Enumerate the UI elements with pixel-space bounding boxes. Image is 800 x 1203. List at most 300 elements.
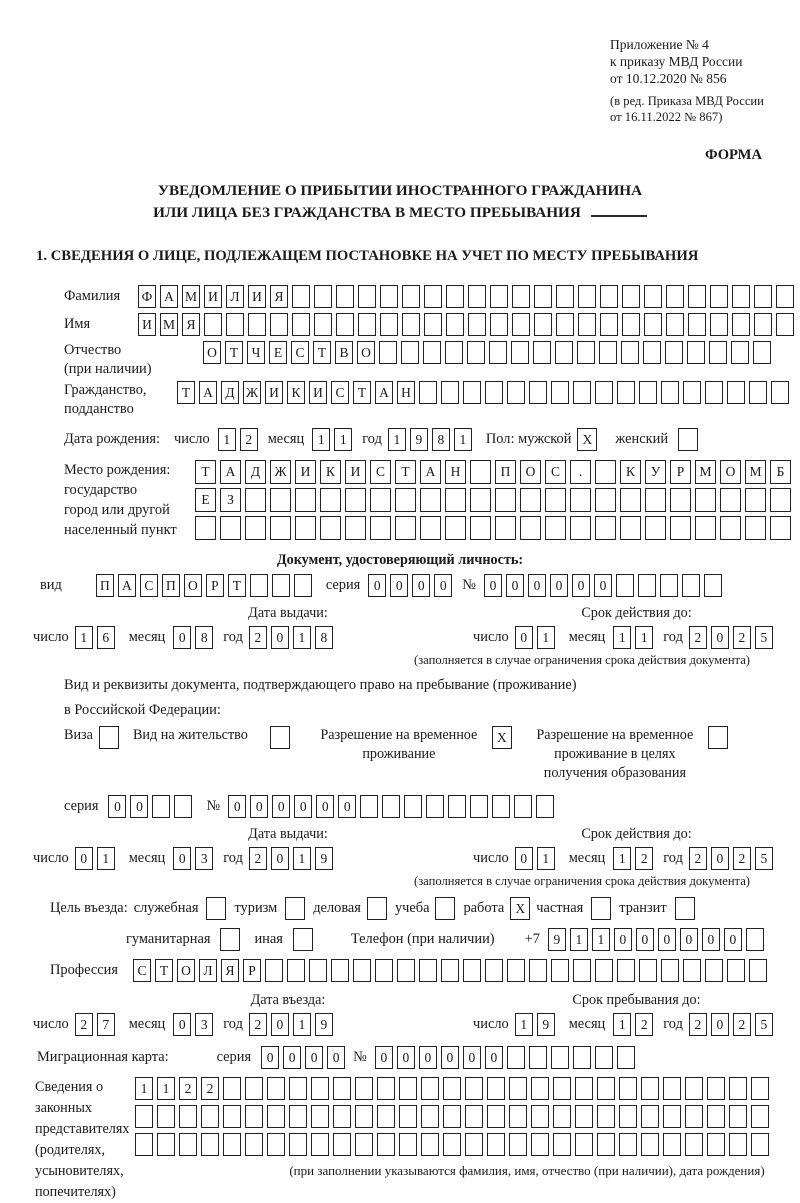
char-box[interactable] bbox=[423, 341, 441, 364]
char-box[interactable] bbox=[441, 381, 459, 404]
char-box[interactable]: 0 bbox=[515, 847, 533, 870]
char-box[interactable] bbox=[509, 1105, 527, 1128]
char-box[interactable] bbox=[495, 516, 516, 540]
char-box[interactable] bbox=[377, 1133, 395, 1156]
char-box[interactable] bbox=[720, 488, 741, 512]
char-box[interactable] bbox=[358, 313, 376, 336]
char-box[interactable] bbox=[99, 726, 119, 749]
char-box[interactable] bbox=[666, 313, 684, 336]
char-box[interactable] bbox=[424, 285, 442, 308]
char-box[interactable]: 0 bbox=[614, 928, 632, 951]
char-box[interactable]: 2 bbox=[240, 428, 258, 451]
char-box[interactable]: 0 bbox=[434, 574, 452, 597]
char-box[interactable] bbox=[639, 381, 657, 404]
char-box[interactable] bbox=[661, 381, 679, 404]
char-box[interactable]: В bbox=[335, 341, 353, 364]
char-box[interactable] bbox=[419, 959, 437, 982]
char-box[interactable] bbox=[195, 516, 216, 540]
char-box[interactable]: 0 bbox=[515, 626, 533, 649]
char-box[interactable] bbox=[311, 1077, 329, 1100]
char-box[interactable] bbox=[551, 381, 569, 404]
char-box[interactable] bbox=[420, 488, 441, 512]
char-box[interactable] bbox=[638, 574, 656, 597]
char-box[interactable]: 1 bbox=[613, 847, 631, 870]
char-box[interactable]: 1 bbox=[613, 1013, 631, 1036]
char-box[interactable]: Т bbox=[395, 460, 416, 484]
char-box[interactable]: К bbox=[320, 460, 341, 484]
char-box[interactable] bbox=[421, 1077, 439, 1100]
char-box[interactable]: С bbox=[370, 460, 391, 484]
char-box[interactable] bbox=[495, 488, 516, 512]
char-box[interactable]: Т bbox=[155, 959, 173, 982]
char-box[interactable] bbox=[597, 1133, 615, 1156]
char-box[interactable] bbox=[770, 516, 791, 540]
char-box[interactable] bbox=[370, 488, 391, 512]
char-box[interactable]: 0 bbox=[368, 574, 386, 597]
char-box[interactable] bbox=[727, 959, 745, 982]
char-box[interactable] bbox=[749, 381, 767, 404]
char-box[interactable] bbox=[289, 1105, 307, 1128]
char-box[interactable] bbox=[320, 488, 341, 512]
char-box[interactable] bbox=[753, 341, 771, 364]
char-box[interactable]: 1 bbox=[454, 428, 472, 451]
char-box[interactable] bbox=[599, 341, 617, 364]
char-box[interactable] bbox=[446, 313, 464, 336]
char-box[interactable] bbox=[707, 1077, 725, 1100]
char-box[interactable] bbox=[289, 1077, 307, 1100]
char-box[interactable]: 0 bbox=[594, 574, 612, 597]
char-box[interactable] bbox=[445, 488, 466, 512]
char-box[interactable] bbox=[223, 1105, 241, 1128]
char-box[interactable] bbox=[595, 959, 613, 982]
char-box[interactable] bbox=[553, 1133, 571, 1156]
char-box[interactable]: 0 bbox=[550, 574, 568, 597]
char-box[interactable] bbox=[314, 313, 332, 336]
char-box[interactable] bbox=[663, 1077, 681, 1100]
char-box[interactable] bbox=[270, 726, 290, 749]
char-box[interactable] bbox=[490, 313, 508, 336]
char-box[interactable]: 0 bbox=[327, 1046, 345, 1069]
char-box[interactable]: 1 bbox=[613, 626, 631, 649]
char-box[interactable]: 6 bbox=[97, 626, 115, 649]
char-box[interactable] bbox=[294, 574, 312, 597]
char-box[interactable] bbox=[641, 1077, 659, 1100]
char-box[interactable]: О bbox=[184, 574, 202, 597]
char-box[interactable]: 0 bbox=[390, 574, 408, 597]
char-box[interactable] bbox=[465, 1105, 483, 1128]
char-box[interactable]: 0 bbox=[711, 847, 729, 870]
char-box[interactable] bbox=[421, 1105, 439, 1128]
char-box[interactable]: 0 bbox=[250, 795, 268, 818]
char-box[interactable] bbox=[639, 959, 657, 982]
char-box[interactable]: М bbox=[182, 285, 200, 308]
char-box[interactable]: 0 bbox=[316, 795, 334, 818]
char-box[interactable] bbox=[617, 959, 635, 982]
char-box[interactable] bbox=[665, 341, 683, 364]
char-box[interactable]: 2 bbox=[689, 847, 707, 870]
char-box[interactable] bbox=[245, 1077, 263, 1100]
char-box[interactable]: Т bbox=[313, 341, 331, 364]
char-box[interactable] bbox=[545, 516, 566, 540]
char-box[interactable] bbox=[270, 313, 288, 336]
char-box[interactable] bbox=[333, 1133, 351, 1156]
char-box[interactable] bbox=[575, 1077, 593, 1100]
char-box[interactable] bbox=[729, 1077, 747, 1100]
char-box[interactable] bbox=[704, 574, 722, 597]
char-box[interactable] bbox=[595, 516, 616, 540]
char-box[interactable]: 2 bbox=[733, 847, 751, 870]
char-box[interactable]: 3 bbox=[195, 1013, 213, 1036]
char-box[interactable] bbox=[645, 488, 666, 512]
char-box[interactable] bbox=[270, 516, 291, 540]
char-box[interactable] bbox=[622, 313, 640, 336]
char-box[interactable] bbox=[174, 795, 192, 818]
char-box[interactable] bbox=[465, 1077, 483, 1100]
char-box[interactable]: О bbox=[177, 959, 195, 982]
char-box[interactable] bbox=[355, 1105, 373, 1128]
char-box[interactable] bbox=[397, 959, 415, 982]
char-box[interactable] bbox=[468, 285, 486, 308]
char-box[interactable] bbox=[705, 959, 723, 982]
char-box[interactable] bbox=[401, 341, 419, 364]
char-box[interactable] bbox=[663, 1133, 681, 1156]
char-box[interactable]: Е bbox=[269, 341, 287, 364]
char-box[interactable]: 0 bbox=[375, 1046, 393, 1069]
char-box[interactable]: С bbox=[545, 460, 566, 484]
char-box[interactable] bbox=[135, 1133, 153, 1156]
char-box[interactable] bbox=[358, 285, 376, 308]
char-box[interactable] bbox=[622, 285, 640, 308]
char-box[interactable] bbox=[446, 285, 464, 308]
char-box[interactable]: 0 bbox=[528, 574, 546, 597]
char-box[interactable]: X bbox=[492, 726, 512, 749]
char-box[interactable]: М bbox=[745, 460, 766, 484]
char-box[interactable] bbox=[507, 959, 525, 982]
char-box[interactable]: 0 bbox=[702, 928, 720, 951]
char-box[interactable] bbox=[309, 959, 327, 982]
char-box[interactable] bbox=[591, 897, 611, 920]
char-box[interactable]: Т bbox=[228, 574, 246, 597]
char-box[interactable] bbox=[360, 795, 378, 818]
char-box[interactable]: 3 bbox=[195, 847, 213, 870]
char-box[interactable]: О bbox=[720, 460, 741, 484]
char-box[interactable] bbox=[616, 574, 634, 597]
char-box[interactable] bbox=[685, 1133, 703, 1156]
char-box[interactable] bbox=[520, 488, 541, 512]
char-box[interactable]: Ж bbox=[270, 460, 291, 484]
char-box[interactable] bbox=[331, 959, 349, 982]
char-box[interactable] bbox=[492, 795, 510, 818]
char-box[interactable]: 1 bbox=[592, 928, 610, 951]
char-box[interactable] bbox=[314, 285, 332, 308]
char-box[interactable] bbox=[575, 1133, 593, 1156]
char-box[interactable] bbox=[746, 928, 764, 951]
char-box[interactable] bbox=[245, 1133, 263, 1156]
char-box[interactable]: 2 bbox=[249, 847, 267, 870]
char-box[interactable] bbox=[443, 1105, 461, 1128]
char-box[interactable]: 2 bbox=[733, 626, 751, 649]
char-box[interactable]: 1 bbox=[97, 847, 115, 870]
char-box[interactable] bbox=[470, 460, 491, 484]
char-box[interactable] bbox=[333, 1105, 351, 1128]
char-box[interactable] bbox=[179, 1133, 197, 1156]
char-box[interactable] bbox=[644, 313, 662, 336]
char-box[interactable] bbox=[732, 285, 750, 308]
char-box[interactable] bbox=[732, 313, 750, 336]
char-box[interactable] bbox=[465, 1133, 483, 1156]
char-box[interactable] bbox=[367, 897, 387, 920]
char-box[interactable]: И bbox=[138, 313, 156, 336]
char-box[interactable] bbox=[573, 1046, 591, 1069]
char-box[interactable]: 0 bbox=[283, 1046, 301, 1069]
char-box[interactable] bbox=[666, 285, 684, 308]
char-box[interactable] bbox=[355, 1077, 373, 1100]
char-box[interactable]: 2 bbox=[733, 1013, 751, 1036]
char-box[interactable] bbox=[245, 1105, 263, 1128]
char-box[interactable] bbox=[597, 1077, 615, 1100]
char-box[interactable] bbox=[420, 516, 441, 540]
char-box[interactable]: С bbox=[291, 341, 309, 364]
char-box[interactable] bbox=[448, 795, 466, 818]
char-box[interactable] bbox=[443, 1133, 461, 1156]
char-box[interactable] bbox=[534, 285, 552, 308]
char-box[interactable] bbox=[220, 516, 241, 540]
char-box[interactable] bbox=[345, 488, 366, 512]
char-box[interactable] bbox=[285, 897, 305, 920]
char-box[interactable] bbox=[573, 959, 591, 982]
char-box[interactable] bbox=[621, 341, 639, 364]
char-box[interactable] bbox=[380, 285, 398, 308]
char-box[interactable]: 1 bbox=[537, 847, 555, 870]
char-box[interactable] bbox=[705, 381, 723, 404]
char-box[interactable]: 0 bbox=[636, 928, 654, 951]
char-box[interactable] bbox=[395, 488, 416, 512]
char-box[interactable]: И bbox=[309, 381, 327, 404]
char-box[interactable]: Я bbox=[270, 285, 288, 308]
char-box[interactable]: 2 bbox=[75, 1013, 93, 1036]
char-box[interactable] bbox=[311, 1133, 329, 1156]
char-box[interactable] bbox=[751, 1077, 769, 1100]
char-box[interactable]: Н bbox=[445, 460, 466, 484]
char-box[interactable] bbox=[512, 285, 530, 308]
char-box[interactable] bbox=[555, 341, 573, 364]
char-box[interactable]: 1 bbox=[537, 626, 555, 649]
char-box[interactable] bbox=[336, 285, 354, 308]
char-box[interactable] bbox=[245, 488, 266, 512]
char-box[interactable] bbox=[267, 1077, 285, 1100]
char-box[interactable]: А bbox=[375, 381, 393, 404]
char-box[interactable] bbox=[619, 1105, 637, 1128]
char-box[interactable] bbox=[720, 516, 741, 540]
char-box[interactable] bbox=[553, 1105, 571, 1128]
char-box[interactable] bbox=[152, 795, 170, 818]
char-box[interactable] bbox=[661, 959, 679, 982]
char-box[interactable]: 1 bbox=[515, 1013, 533, 1036]
char-box[interactable] bbox=[353, 959, 371, 982]
char-box[interactable] bbox=[135, 1105, 153, 1128]
char-box[interactable] bbox=[727, 381, 745, 404]
char-box[interactable]: И bbox=[204, 285, 222, 308]
char-box[interactable]: М bbox=[695, 460, 716, 484]
char-box[interactable] bbox=[509, 1133, 527, 1156]
char-box[interactable] bbox=[578, 285, 596, 308]
char-box[interactable]: О bbox=[357, 341, 375, 364]
char-box[interactable]: 0 bbox=[711, 1013, 729, 1036]
char-box[interactable]: 0 bbox=[271, 1013, 289, 1036]
char-box[interactable] bbox=[619, 1133, 637, 1156]
char-box[interactable]: 2 bbox=[635, 847, 653, 870]
char-box[interactable]: П bbox=[162, 574, 180, 597]
char-box[interactable] bbox=[380, 313, 398, 336]
char-box[interactable]: Ч bbox=[247, 341, 265, 364]
char-box[interactable]: Т bbox=[195, 460, 216, 484]
char-box[interactable] bbox=[754, 285, 772, 308]
char-box[interactable] bbox=[595, 1046, 613, 1069]
char-box[interactable]: 1 bbox=[334, 428, 352, 451]
char-box[interactable] bbox=[751, 1133, 769, 1156]
char-box[interactable] bbox=[708, 726, 728, 749]
char-box[interactable]: Я bbox=[221, 959, 239, 982]
char-box[interactable] bbox=[595, 488, 616, 512]
char-box[interactable] bbox=[597, 1105, 615, 1128]
char-box[interactable]: 9 bbox=[315, 847, 333, 870]
char-box[interactable]: Л bbox=[226, 285, 244, 308]
char-box[interactable] bbox=[710, 285, 728, 308]
char-box[interactable] bbox=[688, 285, 706, 308]
char-box[interactable] bbox=[292, 313, 310, 336]
char-box[interactable] bbox=[424, 313, 442, 336]
char-box[interactable]: Я bbox=[182, 313, 200, 336]
char-box[interactable] bbox=[402, 313, 420, 336]
char-box[interactable] bbox=[311, 1105, 329, 1128]
char-box[interactable]: И bbox=[248, 285, 266, 308]
char-box[interactable]: К bbox=[620, 460, 641, 484]
char-box[interactable] bbox=[749, 959, 767, 982]
char-box[interactable] bbox=[267, 1133, 285, 1156]
char-box[interactable] bbox=[709, 341, 727, 364]
char-box[interactable]: 8 bbox=[432, 428, 450, 451]
char-box[interactable]: 2 bbox=[689, 626, 707, 649]
char-box[interactable]: А bbox=[160, 285, 178, 308]
char-box[interactable] bbox=[620, 516, 641, 540]
char-box[interactable] bbox=[670, 516, 691, 540]
char-box[interactable]: 0 bbox=[463, 1046, 481, 1069]
char-box[interactable]: С bbox=[331, 381, 349, 404]
char-box[interactable] bbox=[600, 313, 618, 336]
char-box[interactable] bbox=[556, 313, 574, 336]
char-box[interactable]: П bbox=[495, 460, 516, 484]
char-box[interactable] bbox=[404, 795, 422, 818]
char-box[interactable]: 1 bbox=[312, 428, 330, 451]
char-box[interactable]: 1 bbox=[157, 1077, 175, 1100]
char-box[interactable] bbox=[445, 516, 466, 540]
char-box[interactable] bbox=[620, 488, 641, 512]
char-box[interactable]: 5 bbox=[755, 1013, 773, 1036]
char-box[interactable] bbox=[745, 516, 766, 540]
char-box[interactable] bbox=[399, 1077, 417, 1100]
char-box[interactable]: Ф bbox=[138, 285, 156, 308]
char-box[interactable] bbox=[529, 1046, 547, 1069]
char-box[interactable] bbox=[675, 897, 695, 920]
char-box[interactable]: П bbox=[96, 574, 114, 597]
char-box[interactable]: 9 bbox=[537, 1013, 555, 1036]
char-box[interactable] bbox=[683, 959, 701, 982]
char-box[interactable]: 1 bbox=[293, 1013, 311, 1036]
char-box[interactable] bbox=[435, 897, 455, 920]
char-box[interactable] bbox=[529, 381, 547, 404]
char-box[interactable] bbox=[600, 285, 618, 308]
char-box[interactable]: Д bbox=[221, 381, 239, 404]
char-box[interactable]: И bbox=[345, 460, 366, 484]
char-box[interactable] bbox=[487, 1133, 505, 1156]
char-box[interactable] bbox=[754, 313, 772, 336]
char-box[interactable]: Р bbox=[206, 574, 224, 597]
char-box[interactable]: . bbox=[570, 460, 591, 484]
char-box[interactable] bbox=[644, 285, 662, 308]
char-box[interactable] bbox=[556, 285, 574, 308]
char-box[interactable]: 0 bbox=[506, 574, 524, 597]
char-box[interactable] bbox=[643, 341, 661, 364]
char-box[interactable]: 0 bbox=[173, 847, 191, 870]
char-box[interactable] bbox=[685, 1077, 703, 1100]
char-box[interactable] bbox=[157, 1105, 175, 1128]
char-box[interactable] bbox=[470, 795, 488, 818]
char-box[interactable] bbox=[710, 313, 728, 336]
char-box[interactable] bbox=[670, 488, 691, 512]
char-box[interactable]: 0 bbox=[271, 626, 289, 649]
char-box[interactable] bbox=[220, 928, 240, 951]
char-box[interactable] bbox=[771, 381, 789, 404]
char-box[interactable] bbox=[441, 959, 459, 982]
char-box[interactable] bbox=[289, 1133, 307, 1156]
char-box[interactable] bbox=[520, 516, 541, 540]
char-box[interactable] bbox=[272, 574, 290, 597]
char-box[interactable]: 0 bbox=[271, 847, 289, 870]
char-box[interactable]: 9 bbox=[410, 428, 428, 451]
char-box[interactable]: 0 bbox=[294, 795, 312, 818]
char-box[interactable] bbox=[531, 1133, 549, 1156]
char-box[interactable] bbox=[687, 341, 705, 364]
char-box[interactable]: К bbox=[287, 381, 305, 404]
char-box[interactable]: 0 bbox=[130, 795, 148, 818]
char-box[interactable]: 1 bbox=[293, 847, 311, 870]
char-box[interactable] bbox=[770, 488, 791, 512]
char-box[interactable]: Т bbox=[225, 341, 243, 364]
char-box[interactable]: 0 bbox=[412, 574, 430, 597]
char-box[interactable]: 1 bbox=[293, 626, 311, 649]
char-box[interactable] bbox=[745, 488, 766, 512]
char-box[interactable] bbox=[206, 897, 226, 920]
char-box[interactable] bbox=[660, 574, 678, 597]
char-box[interactable] bbox=[619, 1077, 637, 1100]
char-box[interactable] bbox=[531, 1077, 549, 1100]
char-box[interactable] bbox=[707, 1105, 725, 1128]
char-box[interactable] bbox=[578, 313, 596, 336]
char-box[interactable] bbox=[551, 1046, 569, 1069]
char-box[interactable] bbox=[731, 341, 749, 364]
char-box[interactable] bbox=[419, 381, 437, 404]
char-box[interactable] bbox=[485, 381, 503, 404]
char-box[interactable] bbox=[533, 341, 551, 364]
char-box[interactable] bbox=[293, 928, 313, 951]
char-box[interactable]: И bbox=[265, 381, 283, 404]
char-box[interactable]: Б bbox=[770, 460, 791, 484]
char-box[interactable] bbox=[399, 1105, 417, 1128]
char-box[interactable] bbox=[463, 381, 481, 404]
char-box[interactable] bbox=[295, 516, 316, 540]
char-box[interactable]: А bbox=[199, 381, 217, 404]
char-box[interactable] bbox=[467, 341, 485, 364]
